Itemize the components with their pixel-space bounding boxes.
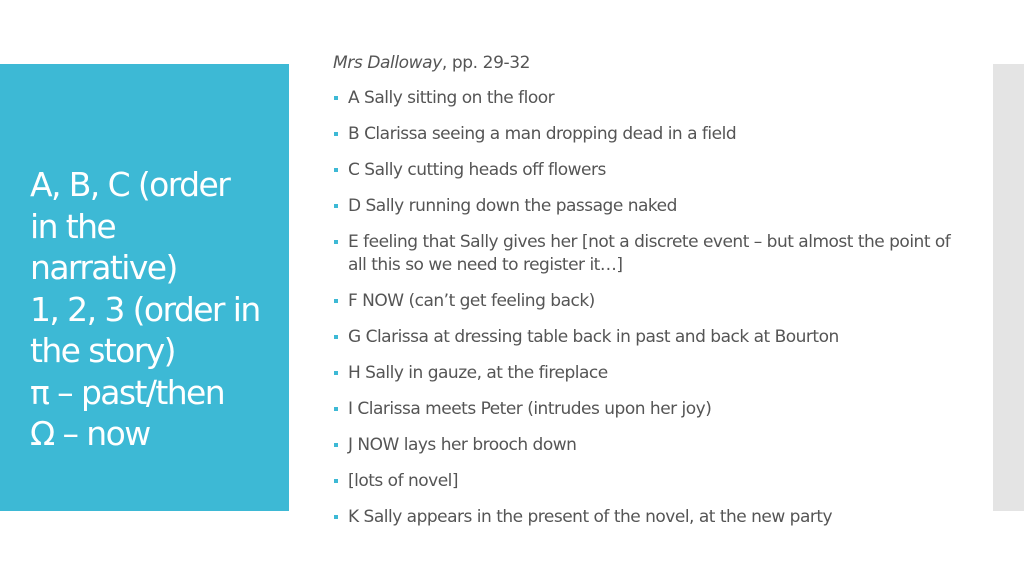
list-item-text: B Clarissa seeing a man dropping dead in a field: [348, 124, 737, 144]
bullet-icon: [334, 515, 338, 519]
list-item: [333, 159, 953, 182]
list-item-text: C Sally cutting heads off flowers: [348, 160, 606, 180]
slide-title: [30, 164, 280, 455]
list-item-text: A Sally sitting on the floor: [348, 88, 555, 108]
list-item: [333, 290, 953, 313]
page-range: , pp. 29-32: [441, 53, 531, 73]
title-line: in the: [30, 206, 116, 246]
list-item-text: H Sally in gauze, at the fireplace: [348, 363, 608, 383]
bullet-icon: [334, 443, 338, 447]
bullet-icon: [334, 407, 338, 411]
list-item-text: G Clarissa at dressing table back in past and back at Bourton: [348, 327, 839, 347]
list-item: [333, 326, 953, 349]
right-decor-strip: [993, 64, 1024, 511]
list-item-text: J NOW lays her brooch down: [348, 435, 577, 455]
bullet-list: [333, 87, 953, 542]
list-item-text: I Clarissa meets Peter (intrudes upon her joy): [348, 399, 712, 419]
title-line: Ω – now: [30, 414, 150, 453]
bullet-icon: [334, 204, 338, 208]
bullet-icon: [334, 168, 338, 172]
list-item-text: F NOW (can’t get feeling back): [348, 291, 595, 311]
bullet-icon: [334, 299, 338, 303]
title-line: A, B, C (order: [30, 165, 230, 204]
bullet-icon: [334, 240, 338, 244]
bullet-icon: [334, 479, 338, 483]
list-item: [333, 506, 953, 529]
bullet-icon: [334, 132, 338, 136]
list-item: [333, 470, 953, 493]
list-item: [333, 195, 953, 218]
book-title: Mrs Dalloway: [333, 53, 442, 73]
list-item: [333, 398, 953, 421]
bullet-icon: [334, 96, 338, 100]
list-item-text: K Sally appears in the present of the novel, at the new party: [348, 507, 833, 527]
list-item-text: E feeling that Sally gives her [not a discrete event – but almost the point of all this so we need to register it…]: [348, 232, 951, 275]
bullet-icon: [334, 371, 338, 375]
bullet-icon: [334, 335, 338, 339]
list-item: [333, 362, 953, 385]
list-item: [333, 123, 953, 146]
title-line: narrative): [30, 248, 177, 287]
title-line: 1, 2, 3 (order in: [30, 289, 260, 329]
title-line: π – past/then: [30, 372, 225, 412]
list-item-text: D Sally running down the passage naked: [348, 196, 677, 216]
list-item-text: [lots of novel]: [348, 471, 459, 491]
title-line: the story): [30, 331, 175, 370]
list-item: [333, 231, 953, 277]
list-item: [333, 434, 953, 457]
list-item: [333, 87, 953, 110]
content-subtitle: [333, 53, 530, 73]
